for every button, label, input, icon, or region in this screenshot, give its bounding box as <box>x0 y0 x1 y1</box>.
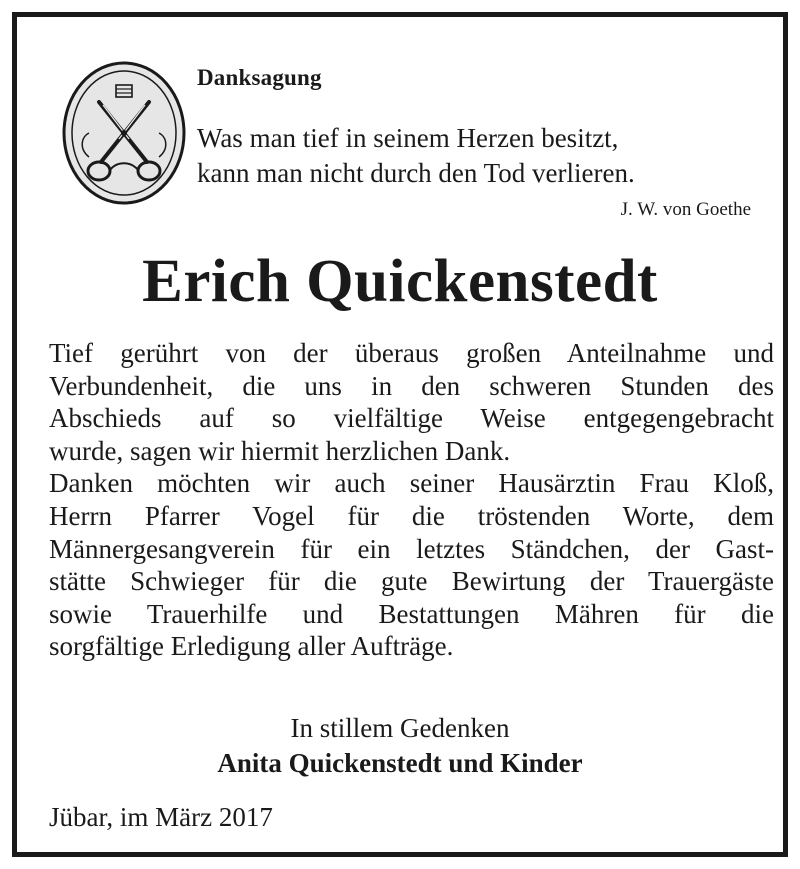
thanks-body <box>49 337 774 663</box>
quote-author: J. W. von Goethe <box>620 199 751 220</box>
body-line: wurde, sagen wir hiermit herzlichen Dank. <box>49 435 511 466</box>
goethe-quote <box>197 121 635 191</box>
signers: Anita Quickenstedt und Kinder <box>217 748 583 778</box>
body-line: Verbundenheit, die uns in den schweren Stunden des <box>49 370 774 401</box>
crossed-scissors-emblem-icon <box>59 57 189 209</box>
body-line: Tief gerührt von der überaus großen Anteilnahme und <box>49 338 774 368</box>
quote-line: Was man tief in seinem Herzen besitzt, <box>197 123 619 153</box>
deceased-name: Erich Quickenstedt <box>142 248 658 315</box>
body-line: Herrn Pfarrer Vogel für die tröstenden Worte, dem <box>49 500 774 531</box>
closing-line: In stillem Gedenken <box>290 713 510 743</box>
body-line: Abschieds auf so vielfältige Weise entgegengebracht <box>49 403 774 434</box>
body-line: stätte Schwieger für die gute Bewirtung der Trauergäste <box>49 566 774 597</box>
place-date: Jübar, im März 2017 <box>49 802 273 832</box>
body-line: Männergesangverein für ein letztes Ständchen, der Gast- <box>49 533 774 564</box>
notice-heading: Danksagung <box>197 65 322 90</box>
body-line: sowie Trauerhilfe und Bestattungen Mähren für die <box>49 598 774 629</box>
closing-block <box>17 711 783 781</box>
body-line: Danken möchten wir auch seiner Hausärztin Frau Kloß, <box>49 468 774 499</box>
body-line: sorgfältige Erledigung aller Aufträge. <box>49 631 454 662</box>
notice-frame <box>12 12 788 857</box>
quote-line: kann man nicht durch den Tod verlieren. <box>197 158 635 188</box>
